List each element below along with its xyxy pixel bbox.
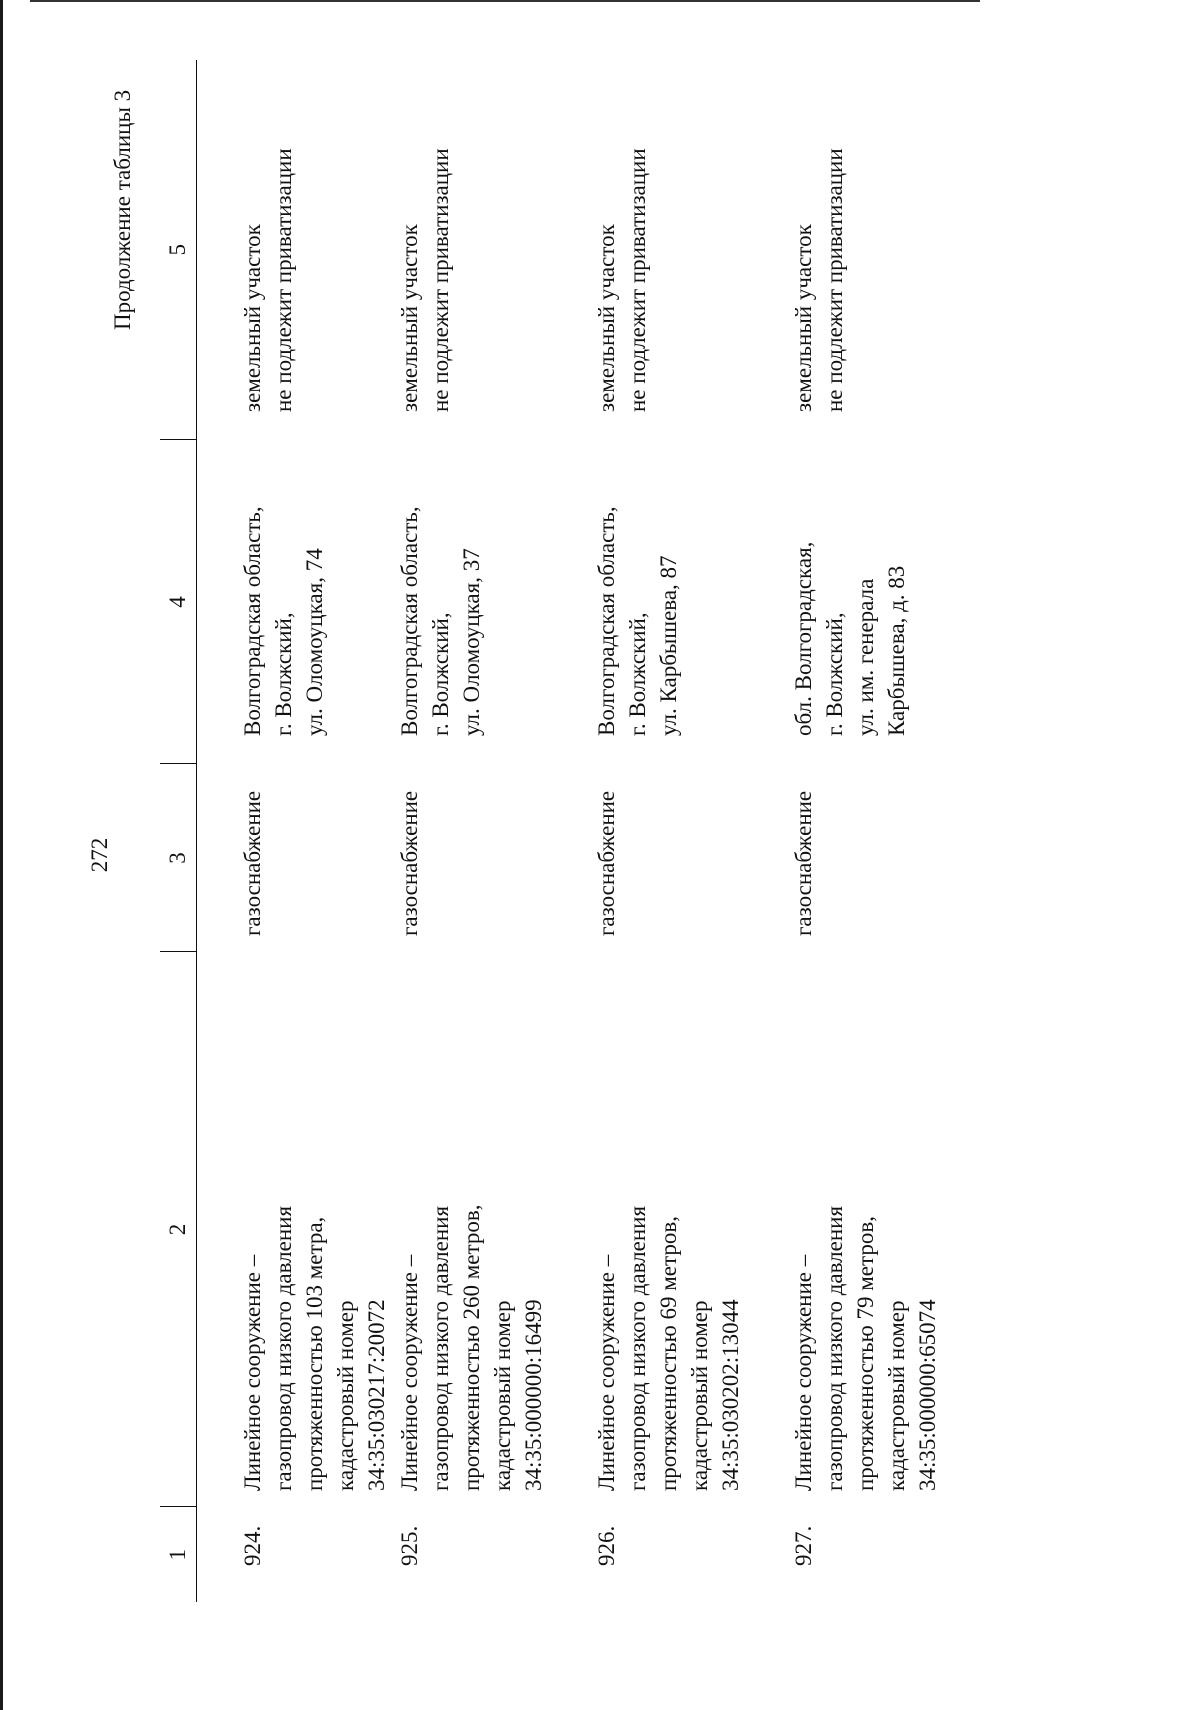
description-line: 34:35:000000:16499: [521, 1299, 546, 1491]
address-line: г. Волжский,: [822, 612, 847, 736]
table-row: [197, 60, 395, 1602]
description-line: 34:35:030217:20072: [364, 1299, 389, 1491]
address-line: ул. им. генерала: [853, 578, 878, 736]
address-line: Волгоградская область,: [240, 506, 265, 736]
header-col-4: 4: [160, 440, 197, 764]
object-note: [394, 60, 591, 440]
note-line: земельный участок: [791, 224, 816, 412]
object-note: [197, 60, 395, 440]
object-description: [788, 952, 985, 1507]
description-line: кадастровый номер: [687, 1300, 712, 1491]
note-line: не подлежит приватизации: [822, 148, 847, 412]
address-line: обл. Волгоградская,: [791, 541, 816, 736]
object-description: [394, 952, 591, 1507]
description-line: кадастровый номер: [490, 1300, 515, 1491]
address-line: Волгоградская область,: [397, 506, 422, 736]
description-line: Линейное сооружение –: [397, 1254, 422, 1491]
object-address: [394, 440, 591, 764]
address-line: Карбышева, д. 83: [884, 565, 909, 736]
header-row: [160, 60, 197, 1602]
page-number: 272: [87, 837, 112, 873]
note-line: земельный участок: [397, 224, 422, 412]
description-line: кадастровый номер: [333, 1300, 358, 1491]
note-line: не подлежит приватизации: [271, 148, 296, 412]
object-address: [788, 440, 985, 764]
object-purpose: газоснабжение: [397, 790, 422, 936]
description-line: 34:35:030202:13044: [718, 1299, 743, 1491]
description-line: 34:35:000000:65074: [915, 1299, 940, 1491]
description-line: газопровод низкого давления: [625, 1205, 650, 1491]
table-row: [591, 60, 788, 1602]
description-line: протяженностью 103 метра,: [302, 1216, 327, 1491]
description-line: протяженностью 69 метров,: [656, 1216, 681, 1491]
address-line: ул. Оломоуцкая, 37: [459, 548, 484, 736]
row-number: 927.: [791, 1525, 816, 1566]
header-col-2: 2: [160, 952, 197, 1507]
note-line: не подлежит приватизации: [428, 148, 453, 412]
note-line: земельный участок: [594, 224, 619, 412]
address-line: г. Волжский,: [428, 612, 453, 736]
address-line: г. Волжский,: [625, 612, 650, 736]
note-line: земельный участок: [240, 224, 265, 412]
description-line: Линейное сооружение –: [791, 1254, 816, 1491]
description-line: газопровод низкого давления: [271, 1205, 296, 1491]
address-line: Волгоградская область,: [594, 506, 619, 736]
description-line: газопровод низкого давления: [428, 1205, 453, 1491]
header-col-1: 1: [160, 1507, 197, 1602]
object-address: [591, 440, 788, 764]
object-note: [788, 60, 985, 440]
header-col-5: 5: [160, 60, 197, 440]
row-number: 924.: [240, 1525, 265, 1566]
table-caption: Продолжение таблицы 3: [110, 89, 135, 330]
property-table: [160, 60, 985, 1602]
object-description: [197, 952, 395, 1507]
description-line: кадастровый номер: [884, 1300, 909, 1491]
description-line: газопровод низкого давления: [822, 1205, 847, 1491]
object-purpose: газоснабжение: [594, 790, 619, 936]
object-purpose: газоснабжение: [240, 790, 265, 936]
object-purpose: газоснабжение: [791, 790, 816, 936]
description-line: Линейное сооружение –: [594, 1254, 619, 1491]
description-line: протяженностью 79 метров,: [853, 1216, 878, 1491]
address-line: г. Волжский,: [271, 612, 296, 736]
header-col-3: 3: [160, 764, 197, 952]
table-row: [394, 60, 591, 1602]
object-address: [197, 440, 395, 764]
address-line: ул. Карбышева, 87: [656, 555, 681, 736]
description-line: протяженностью 260 метров,: [459, 1204, 484, 1491]
object-note: [591, 60, 788, 440]
row-number: 925.: [397, 1525, 422, 1566]
object-description: [591, 952, 788, 1507]
row-number: 926.: [594, 1525, 619, 1566]
address-line: ул. Оломоуцкая, 74: [302, 548, 327, 736]
note-line: не подлежит приватизации: [625, 148, 650, 412]
table-row: [788, 60, 985, 1602]
description-line: Линейное сооружение –: [240, 1254, 265, 1491]
